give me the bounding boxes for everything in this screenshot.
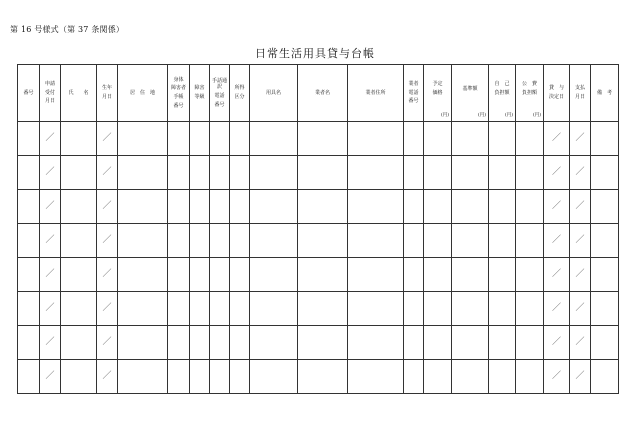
cell-equipment-name[interactable] bbox=[250, 156, 298, 190]
cell-name[interactable] bbox=[61, 156, 97, 190]
date-slash-mark: ／ bbox=[45, 133, 55, 144]
cell-income-class[interactable] bbox=[230, 292, 250, 326]
cell-public-burden[interactable] bbox=[516, 292, 544, 326]
cell-remarks[interactable] bbox=[591, 292, 619, 326]
column-header-line: 負担額 bbox=[521, 90, 537, 96]
cell-name[interactable] bbox=[61, 360, 97, 394]
cell-disability-cert-no[interactable] bbox=[168, 156, 190, 190]
cell-disability-grade[interactable] bbox=[190, 156, 210, 190]
cell-self-burden[interactable] bbox=[489, 156, 516, 190]
cell-birth-date[interactable] bbox=[97, 326, 118, 360]
page-title: 日常生活用具貸与台帳 bbox=[255, 47, 375, 60]
cell-remarks[interactable] bbox=[591, 224, 619, 258]
cell-disability-cert-no[interactable] bbox=[168, 122, 190, 156]
cell-self-burden[interactable] bbox=[489, 360, 516, 394]
cell-phone-number[interactable] bbox=[210, 360, 230, 394]
cell-vendor-address[interactable] bbox=[348, 190, 404, 224]
cell-loan-decision-date[interactable] bbox=[544, 292, 570, 326]
column-header-line: 障害者 bbox=[170, 85, 186, 92]
column-header-line: 手帳 bbox=[173, 94, 184, 100]
cell-loan-decision-date[interactable] bbox=[544, 190, 570, 224]
date-slash-mark: ／ bbox=[551, 133, 561, 144]
cell-disability-grade[interactable] bbox=[190, 258, 210, 292]
column-header-standard-amount bbox=[452, 65, 489, 122]
cell-income-class[interactable] bbox=[230, 190, 250, 224]
cell-standard-amount[interactable] bbox=[452, 258, 489, 292]
column-header-line: 障害 bbox=[194, 85, 205, 92]
date-slash-mark: ／ bbox=[45, 303, 55, 314]
cell-estimated-price[interactable] bbox=[424, 292, 452, 326]
cell-standard-amount[interactable] bbox=[452, 292, 489, 326]
date-slash-mark: ／ bbox=[551, 167, 561, 178]
cell-address[interactable] bbox=[118, 122, 168, 156]
cell-phone-number[interactable] bbox=[210, 292, 230, 326]
cell-phone-number[interactable] bbox=[210, 122, 230, 156]
cell-income-class[interactable] bbox=[230, 258, 250, 292]
unit-label: (円) bbox=[504, 112, 513, 118]
table-body bbox=[18, 122, 619, 394]
column-header-line: 月日 bbox=[101, 94, 112, 100]
cell-vendor-address[interactable] bbox=[348, 326, 404, 360]
cell-vendor-address[interactable] bbox=[348, 122, 404, 156]
cell-remarks[interactable] bbox=[591, 122, 619, 156]
cell-disability-cert-no[interactable] bbox=[168, 224, 190, 258]
cell-disability-grade[interactable] bbox=[190, 122, 210, 156]
cell-vendor-phone[interactable] bbox=[404, 258, 424, 292]
cell-vendor-name[interactable] bbox=[298, 326, 348, 360]
column-header-line: 業者 bbox=[408, 80, 419, 87]
cell-address[interactable] bbox=[118, 360, 168, 394]
cell-estimated-price[interactable] bbox=[424, 122, 452, 156]
column-header-line: 所得 bbox=[234, 85, 245, 92]
cell-self-burden[interactable] bbox=[489, 258, 516, 292]
cell-income-class[interactable] bbox=[230, 326, 250, 360]
cell-estimated-price[interactable] bbox=[424, 156, 452, 190]
date-slash-mark: ／ bbox=[575, 303, 585, 314]
cell-name[interactable] bbox=[61, 258, 97, 292]
column-header-vendor-name bbox=[298, 65, 348, 122]
cell-address[interactable] bbox=[118, 190, 168, 224]
column-header-application-date bbox=[40, 65, 61, 122]
cell-name[interactable] bbox=[61, 122, 97, 156]
cell-public-burden[interactable] bbox=[516, 224, 544, 258]
cell-birth-date[interactable] bbox=[97, 258, 118, 292]
cell-address[interactable] bbox=[118, 326, 168, 360]
cell-vendor-name[interactable] bbox=[298, 292, 348, 326]
column-header-line: 手話通訳 bbox=[211, 77, 227, 91]
column-header-no bbox=[18, 65, 40, 122]
date-slash-mark: ／ bbox=[575, 235, 585, 246]
cell-vendor-name[interactable] bbox=[298, 122, 348, 156]
date-slash-mark: ／ bbox=[45, 201, 55, 212]
column-header-public-burden bbox=[516, 65, 544, 122]
cell-standard-amount[interactable] bbox=[452, 190, 489, 224]
unit-label: (円) bbox=[440, 112, 449, 118]
cell-estimated-price[interactable] bbox=[424, 360, 452, 394]
form-number: 第 16 号様式（第 37 条関係） bbox=[10, 25, 125, 34]
cell-vendor-phone[interactable] bbox=[404, 326, 424, 360]
date-slash-mark: ／ bbox=[102, 235, 112, 246]
cell-standard-amount[interactable] bbox=[452, 326, 489, 360]
table-row bbox=[18, 326, 619, 360]
cell-self-burden[interactable] bbox=[489, 292, 516, 326]
column-header-line: 基準額 bbox=[462, 85, 478, 92]
cell-loan-decision-date[interactable] bbox=[544, 258, 570, 292]
unit-label: (円) bbox=[532, 112, 541, 118]
cell-no[interactable] bbox=[18, 360, 40, 394]
unit-label: (円) bbox=[477, 112, 486, 118]
cell-public-burden[interactable] bbox=[516, 190, 544, 224]
date-slash-mark: ／ bbox=[102, 371, 112, 382]
column-header-line: 区分 bbox=[234, 94, 245, 100]
column-header-line: 番号 bbox=[214, 101, 225, 108]
cell-disability-cert-no[interactable] bbox=[168, 258, 190, 292]
cell-phone-number[interactable] bbox=[210, 156, 230, 190]
cell-vendor-phone[interactable] bbox=[404, 292, 424, 326]
cell-application-date[interactable] bbox=[40, 360, 61, 394]
date-slash-mark: ／ bbox=[45, 167, 55, 178]
date-slash-mark: ／ bbox=[45, 371, 55, 382]
cell-equipment-name[interactable] bbox=[250, 326, 298, 360]
cell-disability-grade[interactable] bbox=[190, 190, 210, 224]
cell-vendor-address[interactable] bbox=[348, 258, 404, 292]
cell-application-date[interactable] bbox=[40, 258, 61, 292]
cell-no[interactable] bbox=[18, 190, 40, 224]
cell-application-date[interactable] bbox=[40, 224, 61, 258]
column-header-address bbox=[118, 65, 168, 122]
date-slash-mark: ／ bbox=[575, 201, 585, 212]
cell-payment-date[interactable] bbox=[570, 156, 591, 190]
cell-birth-date[interactable] bbox=[97, 156, 118, 190]
table-row bbox=[18, 190, 619, 224]
cell-disability-grade[interactable] bbox=[190, 292, 210, 326]
cell-no[interactable] bbox=[18, 326, 40, 360]
cell-remarks[interactable] bbox=[591, 326, 619, 360]
cell-estimated-price[interactable] bbox=[424, 224, 452, 258]
cell-public-burden[interactable] bbox=[516, 122, 544, 156]
cell-payment-date[interactable] bbox=[570, 122, 591, 156]
cell-name[interactable] bbox=[61, 292, 97, 326]
cell-remarks[interactable] bbox=[591, 258, 619, 292]
column-header-line: 番号 bbox=[408, 98, 419, 105]
date-slash-mark: ／ bbox=[45, 269, 55, 280]
date-slash-mark: ／ bbox=[575, 269, 585, 280]
cell-application-date[interactable] bbox=[40, 292, 61, 326]
cell-public-burden[interactable] bbox=[516, 360, 544, 394]
column-header-line: 氏 名 bbox=[68, 89, 89, 96]
cell-birth-date[interactable] bbox=[97, 360, 118, 394]
date-slash-mark: ／ bbox=[551, 235, 561, 246]
cell-phone-number[interactable] bbox=[210, 258, 230, 292]
date-slash-mark: ／ bbox=[45, 235, 55, 246]
cell-standard-amount[interactable] bbox=[452, 360, 489, 394]
cell-birth-date[interactable] bbox=[97, 224, 118, 258]
column-header-disability-cert-no bbox=[168, 65, 190, 122]
column-header-vendor-address bbox=[348, 65, 404, 122]
date-slash-mark: ／ bbox=[102, 133, 112, 144]
cell-equipment-name[interactable] bbox=[250, 258, 298, 292]
date-slash-mark: ／ bbox=[551, 303, 561, 314]
cell-equipment-name[interactable] bbox=[250, 190, 298, 224]
cell-disability-cert-no[interactable] bbox=[168, 326, 190, 360]
cell-vendor-name[interactable] bbox=[298, 190, 348, 224]
column-header-line: 居 住 地 bbox=[129, 89, 155, 96]
column-header-line: 申請 bbox=[44, 80, 55, 87]
column-header-line: 予定 bbox=[432, 81, 443, 88]
ledger-table bbox=[17, 64, 619, 394]
cell-no[interactable] bbox=[18, 156, 40, 190]
cell-vendor-phone[interactable] bbox=[404, 122, 424, 156]
cell-public-burden[interactable] bbox=[516, 258, 544, 292]
column-header-line: 業者名 bbox=[314, 89, 330, 96]
cell-no[interactable] bbox=[18, 292, 40, 326]
cell-vendor-name[interactable] bbox=[298, 258, 348, 292]
date-slash-mark: ／ bbox=[551, 201, 561, 212]
cell-self-burden[interactable] bbox=[489, 122, 516, 156]
cell-loan-decision-date[interactable] bbox=[544, 156, 570, 190]
cell-self-burden[interactable] bbox=[489, 190, 516, 224]
cell-vendor-address[interactable] bbox=[348, 292, 404, 326]
cell-name[interactable] bbox=[61, 224, 97, 258]
column-header-vendor-phone bbox=[404, 65, 424, 122]
cell-vendor-name[interactable] bbox=[298, 156, 348, 190]
cell-vendor-address[interactable] bbox=[348, 156, 404, 190]
cell-public-burden[interactable] bbox=[516, 156, 544, 190]
column-header-line: 用具名 bbox=[265, 89, 281, 96]
column-header-line: 価格 bbox=[432, 90, 443, 96]
column-header-line: 等級 bbox=[194, 94, 205, 100]
date-slash-mark: ／ bbox=[575, 133, 585, 144]
column-header-phone-number bbox=[210, 65, 230, 122]
cell-phone-number[interactable] bbox=[210, 326, 230, 360]
cell-public-burden[interactable] bbox=[516, 326, 544, 360]
cell-application-date[interactable] bbox=[40, 122, 61, 156]
cell-disability-cert-no[interactable] bbox=[168, 292, 190, 326]
cell-disability-grade[interactable] bbox=[190, 224, 210, 258]
cell-disability-cert-no[interactable] bbox=[168, 360, 190, 394]
column-header-line: 電話 bbox=[408, 89, 419, 96]
date-slash-mark: ／ bbox=[102, 303, 112, 314]
cell-disability-grade[interactable] bbox=[190, 326, 210, 360]
cell-income-class[interactable] bbox=[230, 224, 250, 258]
cell-name[interactable] bbox=[61, 326, 97, 360]
column-header-line: 生年 bbox=[101, 85, 112, 92]
date-slash-mark: ／ bbox=[102, 337, 112, 348]
cell-payment-date[interactable] bbox=[570, 360, 591, 394]
cell-self-burden[interactable] bbox=[489, 326, 516, 360]
cell-application-date[interactable] bbox=[40, 326, 61, 360]
column-header-line: 受付 bbox=[44, 89, 55, 96]
column-header-line: 月日 bbox=[574, 94, 585, 100]
header-row bbox=[18, 65, 619, 122]
cell-vendor-phone[interactable] bbox=[404, 190, 424, 224]
date-slash-mark: ／ bbox=[102, 201, 112, 212]
date-slash-mark: ／ bbox=[102, 167, 112, 178]
column-header-payment-date bbox=[570, 65, 591, 122]
cell-birth-date[interactable] bbox=[97, 190, 118, 224]
column-header-equipment-name bbox=[250, 65, 298, 122]
cell-equipment-name[interactable] bbox=[250, 122, 298, 156]
cell-no[interactable] bbox=[18, 122, 40, 156]
cell-birth-date[interactable] bbox=[97, 122, 118, 156]
cell-self-burden[interactable] bbox=[489, 224, 516, 258]
cell-application-date[interactable] bbox=[40, 190, 61, 224]
cell-vendor-name[interactable] bbox=[298, 360, 348, 394]
date-slash-mark: ／ bbox=[551, 337, 561, 348]
cell-payment-date[interactable] bbox=[570, 258, 591, 292]
column-header-self-burden bbox=[489, 65, 516, 122]
column-header-line: 負担額 bbox=[494, 90, 510, 96]
column-header-estimated-price bbox=[424, 65, 452, 122]
date-slash-mark: ／ bbox=[575, 337, 585, 348]
cell-equipment-name[interactable] bbox=[250, 224, 298, 258]
cell-equipment-name[interactable] bbox=[250, 292, 298, 326]
cell-income-class[interactable] bbox=[230, 156, 250, 190]
column-header-line: 公 費 bbox=[521, 81, 537, 88]
table-row bbox=[18, 156, 619, 190]
table-row bbox=[18, 360, 619, 394]
cell-payment-date[interactable] bbox=[570, 292, 591, 326]
cell-address[interactable] bbox=[118, 292, 168, 326]
cell-payment-date[interactable] bbox=[570, 326, 591, 360]
cell-disability-grade[interactable] bbox=[190, 360, 210, 394]
table-row bbox=[18, 258, 619, 292]
column-header-income-class bbox=[230, 65, 250, 122]
cell-standard-amount[interactable] bbox=[452, 122, 489, 156]
cell-vendor-phone[interactable] bbox=[404, 156, 424, 190]
date-slash-mark: ／ bbox=[551, 269, 561, 280]
date-slash-mark: ／ bbox=[45, 337, 55, 348]
cell-address[interactable] bbox=[118, 258, 168, 292]
cell-vendor-address[interactable] bbox=[348, 360, 404, 394]
column-header-line: 月日 bbox=[44, 98, 55, 105]
column-header-birth-date bbox=[97, 65, 118, 122]
column-header-name bbox=[61, 65, 97, 122]
cell-vendor-name[interactable] bbox=[298, 224, 348, 258]
table-row bbox=[18, 292, 619, 326]
cell-vendor-phone[interactable] bbox=[404, 360, 424, 394]
cell-standard-amount[interactable] bbox=[452, 224, 489, 258]
cell-no[interactable] bbox=[18, 224, 40, 258]
column-header-line: 身体 bbox=[173, 76, 184, 83]
cell-equipment-name[interactable] bbox=[250, 360, 298, 394]
cell-phone-number[interactable] bbox=[210, 190, 230, 224]
table-row bbox=[18, 122, 619, 156]
cell-estimated-price[interactable] bbox=[424, 326, 452, 360]
date-slash-mark: ／ bbox=[102, 269, 112, 280]
column-header-line: 番号 bbox=[173, 102, 184, 109]
column-header-line: 支払 bbox=[574, 85, 585, 92]
cell-vendor-address[interactable] bbox=[348, 224, 404, 258]
column-header-line: 決定日 bbox=[548, 94, 564, 100]
cell-address[interactable] bbox=[118, 224, 168, 258]
cell-payment-date[interactable] bbox=[570, 224, 591, 258]
date-slash-mark: ／ bbox=[575, 167, 585, 178]
cell-estimated-price[interactable] bbox=[424, 258, 452, 292]
cell-no[interactable] bbox=[18, 258, 40, 292]
cell-estimated-price[interactable] bbox=[424, 190, 452, 224]
column-header-line: 備 考 bbox=[596, 89, 612, 96]
cell-loan-decision-date[interactable] bbox=[544, 224, 570, 258]
cell-remarks[interactable] bbox=[591, 190, 619, 224]
column-header-line: 番号 bbox=[23, 89, 34, 96]
cell-birth-date[interactable] bbox=[97, 292, 118, 326]
cell-payment-date[interactable] bbox=[570, 190, 591, 224]
cell-application-date[interactable] bbox=[40, 156, 61, 190]
date-slash-mark: ／ bbox=[551, 371, 561, 382]
cell-loan-decision-date[interactable] bbox=[544, 326, 570, 360]
cell-vendor-phone[interactable] bbox=[404, 224, 424, 258]
cell-disability-cert-no[interactable] bbox=[168, 190, 190, 224]
column-header-loan-decision-date bbox=[544, 65, 570, 122]
cell-remarks[interactable] bbox=[591, 156, 619, 190]
table-row bbox=[18, 224, 619, 258]
date-slash-mark: ／ bbox=[575, 371, 585, 382]
cell-loan-decision-date[interactable] bbox=[544, 122, 570, 156]
cell-address[interactable] bbox=[118, 156, 168, 190]
cell-income-class[interactable] bbox=[230, 122, 250, 156]
column-header-line: 貸 与 bbox=[548, 85, 564, 92]
column-header-line: 業者住所 bbox=[365, 89, 386, 96]
column-header-remarks bbox=[591, 65, 619, 122]
cell-phone-number[interactable] bbox=[210, 224, 230, 258]
cell-income-class[interactable] bbox=[230, 360, 250, 394]
column-header-line: 電話 bbox=[214, 93, 225, 99]
cell-name[interactable] bbox=[61, 190, 97, 224]
column-header-line: 自 己 bbox=[494, 81, 510, 88]
cell-remarks[interactable] bbox=[591, 360, 619, 394]
cell-loan-decision-date[interactable] bbox=[544, 360, 570, 394]
column-header-disability-grade bbox=[190, 65, 210, 122]
cell-standard-amount[interactable] bbox=[452, 156, 489, 190]
